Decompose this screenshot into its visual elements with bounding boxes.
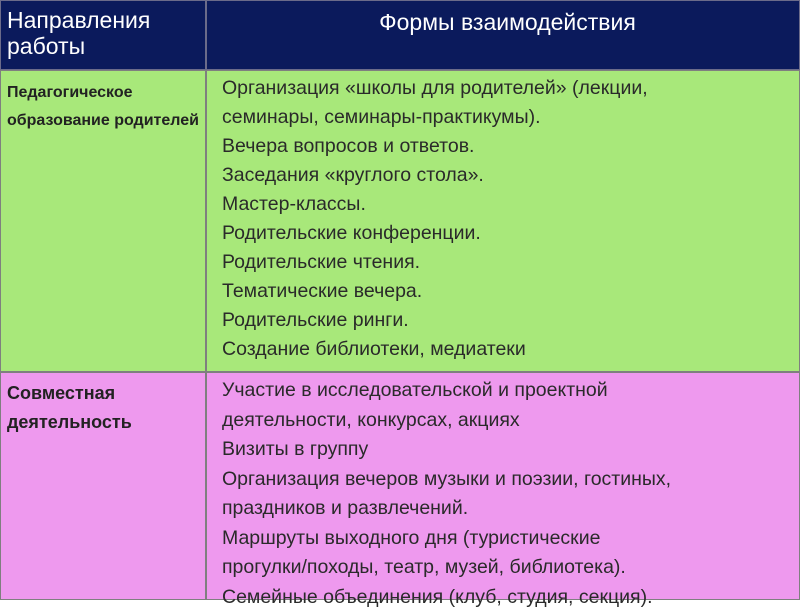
list-item: Заседания «круглого стола». xyxy=(222,161,793,190)
forms-list xyxy=(222,376,793,612)
header-forms: Формы взаимодействия xyxy=(206,0,800,70)
list-item: Родительские чтения. xyxy=(222,248,793,277)
list-item: семинары, семинары-практикумы). xyxy=(222,103,793,132)
list-item: Родительские ринги. xyxy=(222,306,793,335)
list-item: Организация «школы для родителей» (лекции, xyxy=(222,74,793,103)
list-item: деятельности, конкурсах, акциях xyxy=(222,406,793,436)
list-item: Семейные объединения (клуб, студия, секция). xyxy=(222,583,793,612)
forms-cell xyxy=(206,372,800,600)
list-item: Маршруты выходного дня (туристические xyxy=(222,524,793,554)
table-header-row xyxy=(0,0,800,70)
list-item: Визиты в группу xyxy=(222,435,793,465)
list-item: Создание библиотеки, медиатеки xyxy=(222,335,793,364)
direction-label: Педагогическое образование родителей xyxy=(7,77,199,135)
forms-cell xyxy=(206,70,800,372)
table-row xyxy=(0,372,800,600)
list-item: Мастер-классы. xyxy=(222,190,793,219)
table-row xyxy=(0,70,800,372)
list-item: праздников и развлечений. xyxy=(222,494,793,524)
list-item: Участие в исследовательской и проектной xyxy=(222,376,793,406)
direction-cell xyxy=(0,372,206,600)
forms-list xyxy=(222,74,793,364)
list-item: прогулки/походы, театр, музей, библиотека). xyxy=(222,553,793,583)
list-item: Тематические вечера. xyxy=(222,277,793,306)
direction-cell xyxy=(0,70,206,372)
direction-label: Совместная деятельность xyxy=(7,379,199,437)
list-item: Родительские конференции. xyxy=(222,219,793,248)
list-item: Организация вечеров музыки и поэзии, гостиных, xyxy=(222,465,793,495)
list-item: Вечера вопросов и ответов. xyxy=(222,132,793,161)
header-directions: Направления работы xyxy=(0,0,206,70)
